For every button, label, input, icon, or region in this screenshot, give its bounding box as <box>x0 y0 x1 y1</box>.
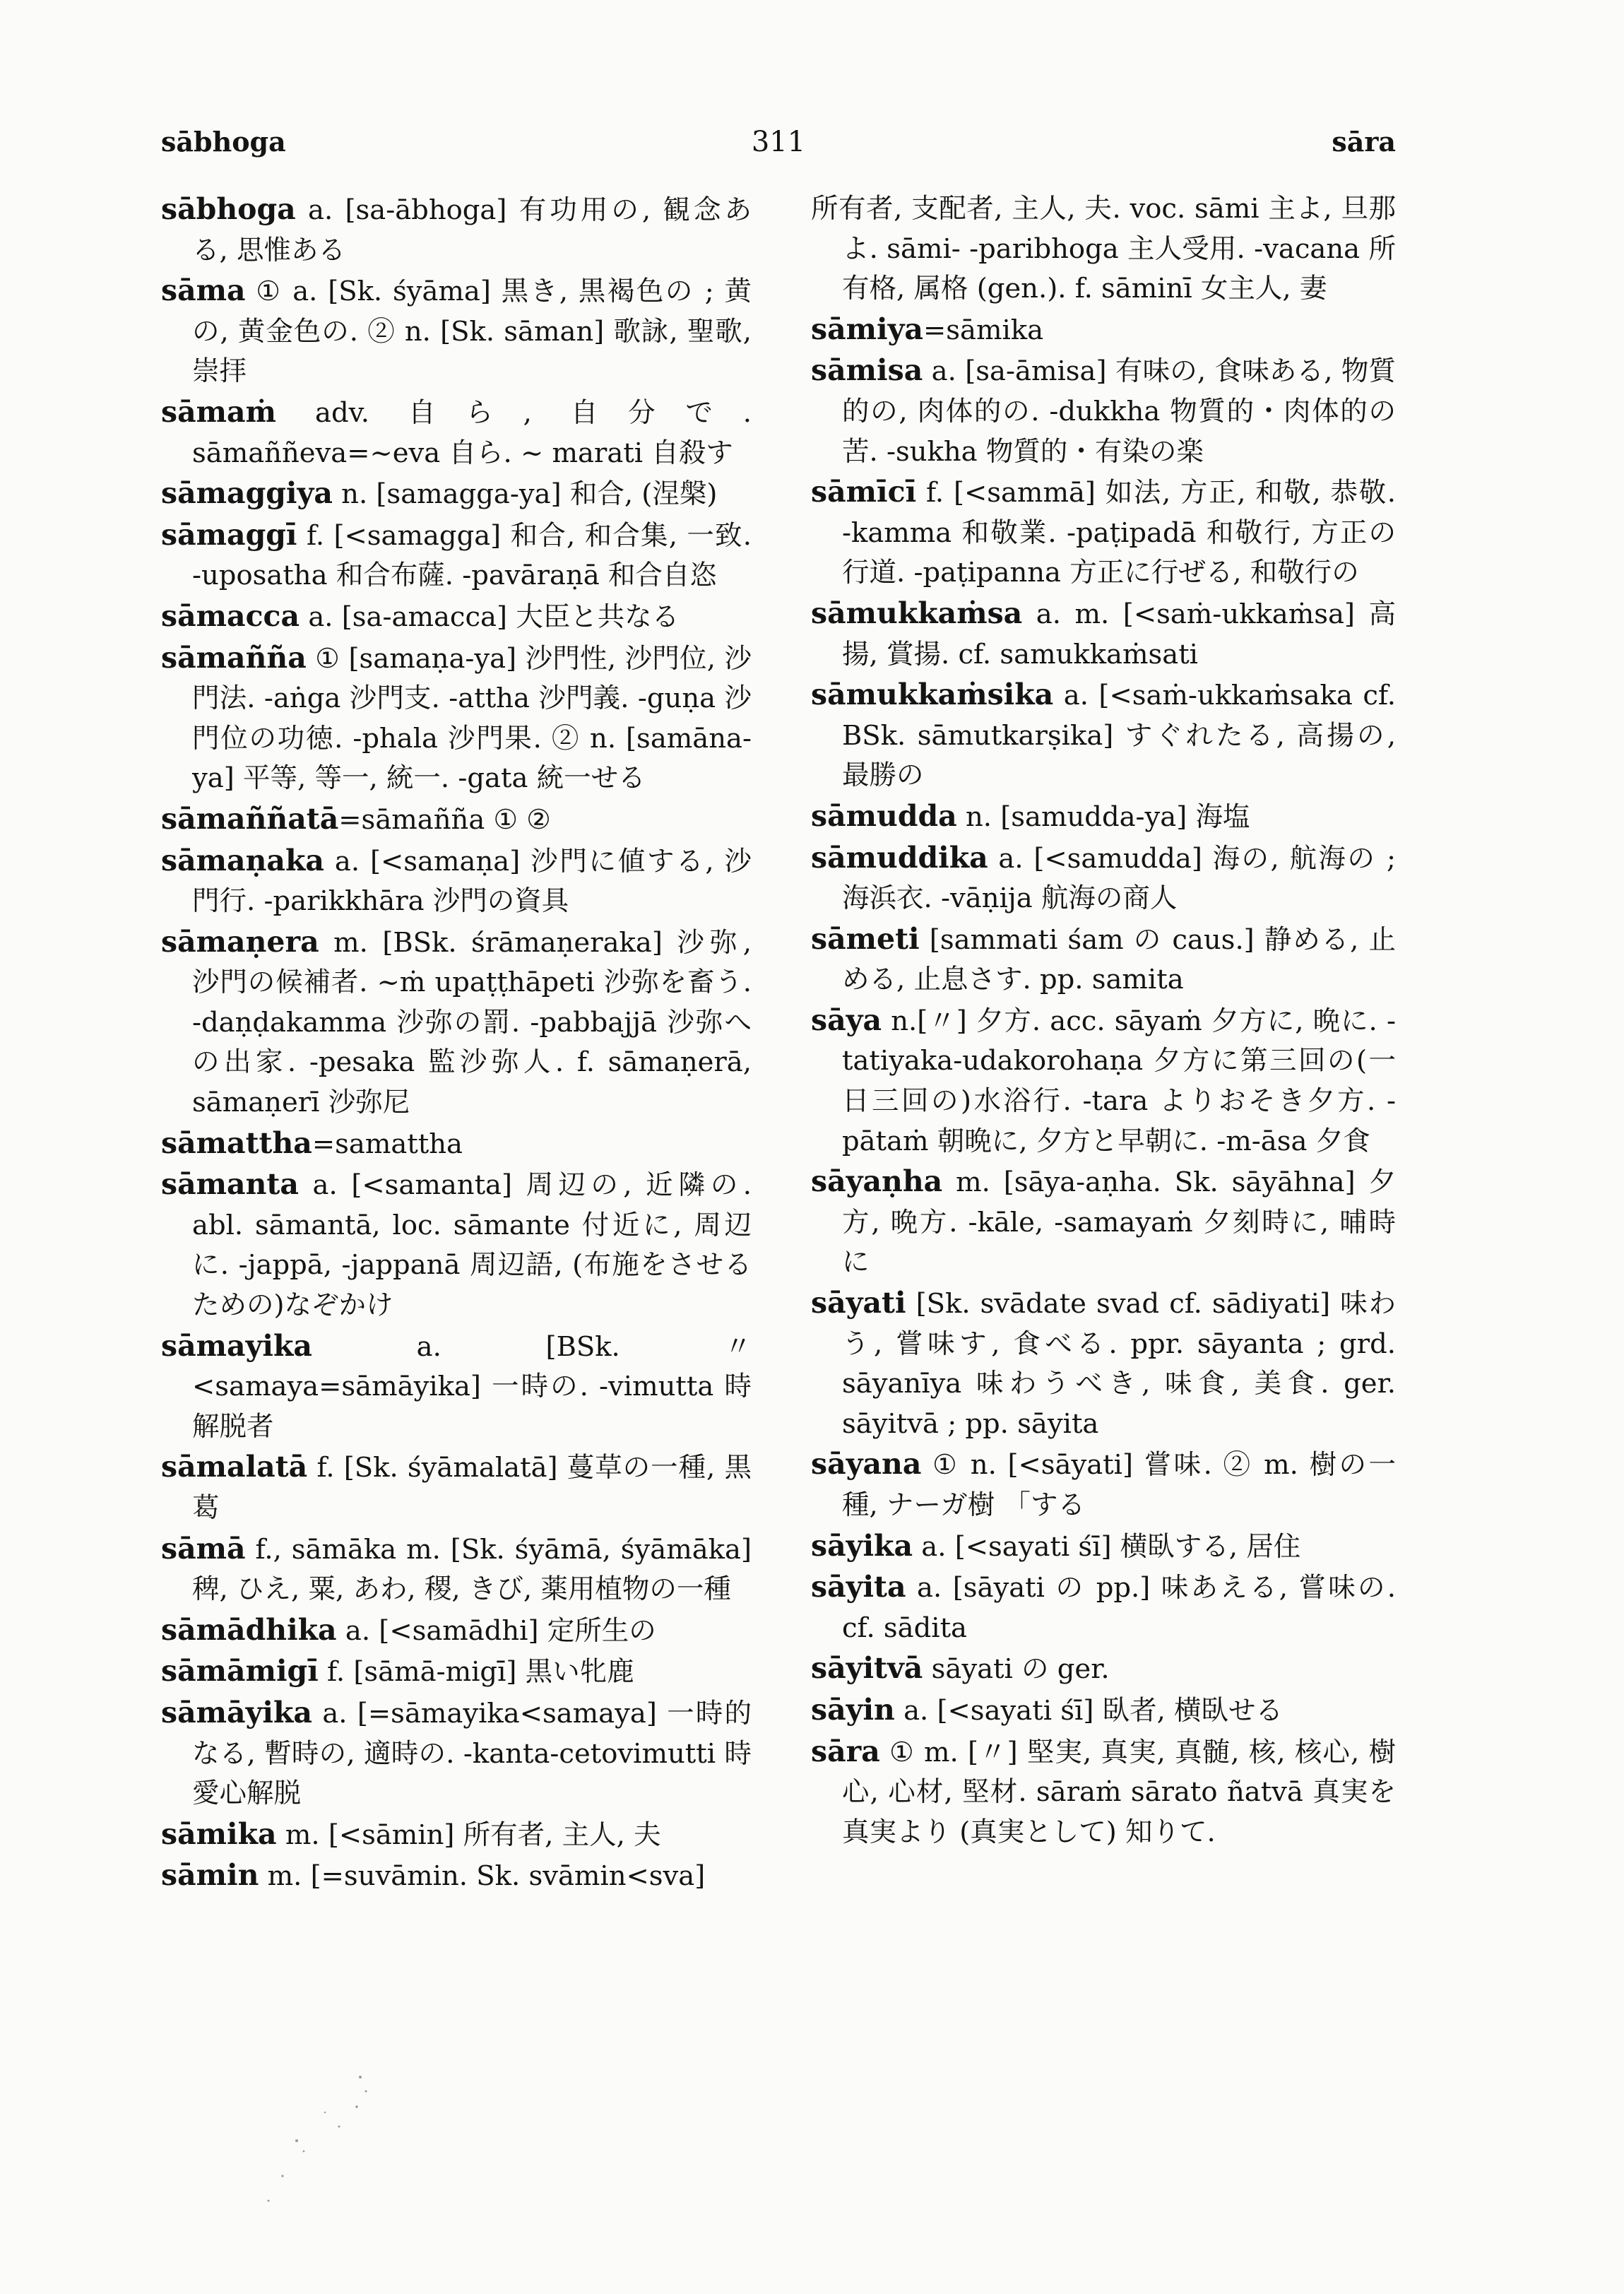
dictionary-entry <box>811 1648 1396 1690</box>
entry-definition: n. [samagga-ya] 和合, (涅槃) <box>332 478 718 511</box>
entry-definition: [sammati śam の caus.] 静める, 止める, 止息さす. pp. samita <box>842 923 1396 996</box>
dictionary-entry <box>811 919 1396 1000</box>
dictionary-entry <box>161 1693 752 1814</box>
entry-headword: sāmaṁ <box>161 394 276 429</box>
dictionary-entry <box>161 1651 752 1693</box>
entry-definition: m. [<sāmin] 所有者, 主人, 夫 <box>276 1819 661 1851</box>
entry-definition: f. [Sk. śyāmalatā] 蔓草の一種, 黒葛 <box>192 1452 752 1524</box>
entry-definition: f. [<samagga] 和合, 和合集, 一致. -uposatha 和合布薩. -pavāraṇā 和合自恣 <box>192 519 752 592</box>
dictionary-entry <box>811 1526 1396 1568</box>
entry-headword: sāmañña <box>161 640 307 675</box>
entry-headword: sāyika <box>811 1528 913 1563</box>
dictionary-entry <box>811 350 1396 472</box>
entry-definition: a. [<sayati śī] 横臥する, 居住 <box>913 1530 1301 1563</box>
entry-headword: sāmaṇaka <box>161 843 324 877</box>
entry-headword: sāyin <box>811 1692 895 1727</box>
entry-definition: ① a. [Sk. śyāma] 黒き, 黒褐色の ; 黄の, 黄金色の. ② n. [Sk. sāman] 歌詠, 聖歌, 崇拝 <box>192 276 752 388</box>
entry-definition: f., sāmāka m. [Sk. śyāmā, śyāmāka] 稗, ひえ, 粟, あわ, 稷, きび, 薬用植物の一種 <box>192 1533 752 1606</box>
header-last-headword: sāra <box>1332 126 1396 158</box>
entry-definition: a. m. [<saṁ-ukkaṁsa] 高揚, 賞揚. cf. samukkaṁsati <box>842 598 1396 670</box>
entry-headword: sāmika <box>161 1816 277 1851</box>
dictionary-entry <box>161 271 752 392</box>
entry-headword: sābhoga <box>161 192 296 226</box>
entry-headword: sāmāmigī <box>161 1654 319 1689</box>
entry-headword: sāmaggī <box>161 517 297 552</box>
entry-definition: a. [<samādhi] 定所生の <box>336 1614 656 1647</box>
entry-definition: =sāmañña ① ② <box>338 803 551 836</box>
entry-headword: sāmeti <box>811 921 920 956</box>
dictionary-entry <box>811 1000 1396 1161</box>
entry-headword: sāmukkaṁsika <box>811 678 1054 712</box>
entry-definition: ① [samaṇa-ya] 沙門性, 沙門位, 沙門法. -aṅga 沙門支. -attha 沙門義. -guṇa 沙門位の功徳. -phala 沙門果. ② n. [samāna-ya] 平等, 等一, 統一. -gata 統一せる <box>192 642 752 795</box>
entry-definition: ① m. [〃] 堅実, 真実, 真髄, 核, 核心, 樹心, 心材, 堅材. sāraṁ sārato ñatvā 真実を真実より (真実として) 知りて. <box>842 1736 1396 1848</box>
dictionary-entry <box>161 638 752 799</box>
dictionary-entry <box>161 1447 752 1528</box>
entry-headword: sāmattha <box>161 1125 312 1160</box>
entry-definition: [Sk. svādate svad cf. sādiyati] 味わう, 嘗味す, 食べる. ppr. sāyanta ; grd. sāyanīya 味わうべき, 味食, 美食. ger. sāyitvā ; pp. sāyita <box>842 1288 1396 1440</box>
entry-definition: a. [BSk. 〃 <samaya=sāmāyika] 一時の. -vimutta 時解脱者 <box>192 1330 752 1443</box>
page-number: 311 <box>751 126 806 158</box>
dictionary-entry <box>161 596 752 638</box>
dictionary-entry <box>811 1732 1396 1853</box>
entry-headword: sāmudda <box>811 798 957 833</box>
dictionary-entry <box>811 1161 1396 1283</box>
dictionary-entry <box>161 922 752 1123</box>
entry-definition: n.[〃] 夕方. acc. sāyaṁ 夕方に, 晩に. -tatiyaka-udakorohaṇa 夕方に第三回の(一日三回の)水浴行. -tara よりおそき夕方. -pātaṁ 朝晩に, 夕方と早朝に. -m-āsa 夕食 <box>842 1005 1396 1157</box>
entry-headword: sāmiya <box>811 312 923 346</box>
dictionary-entry <box>161 1164 752 1325</box>
left-column <box>161 189 752 1897</box>
dictionary-entry <box>161 1610 752 1652</box>
entry-definition: a. [sa-āmisa] 有味の, 食味ある, 物質的の, 肉体的の. -dukkha 物質的・肉体的の苦. -sukha 物質的・有染の楽 <box>842 355 1396 468</box>
dictionary-entry <box>161 841 752 922</box>
page-header <box>161 126 1396 168</box>
entry-headword: sāmāyika <box>161 1695 312 1730</box>
dictionary-entry <box>811 1444 1396 1525</box>
entry-headword: sāmacca <box>161 598 300 633</box>
entry-headword: sāmuddika <box>811 840 988 875</box>
entry-headword: sāmin <box>161 1858 259 1893</box>
entry-headword: sāmalatā <box>161 1450 308 1484</box>
dictionary-entry <box>161 1123 752 1165</box>
entry-headword: sāmukkaṁsa <box>811 596 1023 630</box>
entry-headword: sāma <box>161 273 246 308</box>
entry-definition: ① n. [<sāyati] 嘗味. ② m. 樹の一種, ナーガ樹 「する <box>842 1449 1396 1521</box>
entry-definition: a. [<saṁ-ukkaṁsaka cf. BSk. sāmutkarṣika] すぐれたる, 高揚の, 最勝の <box>842 680 1396 792</box>
dictionary-entry <box>811 593 1396 675</box>
right-column <box>811 189 1396 1852</box>
dictionary-entry <box>811 675 1396 796</box>
dictionary-entry <box>161 392 752 473</box>
dictionary-entry <box>161 1529 752 1610</box>
paper-specks <box>254 2063 438 2218</box>
entry-definition: m. [BSk. śrāmaṇeraka] 沙弥, 沙門の候補者. ~ṁ upaṭṭhāpeti 沙弥を畜う. -daṇḍakamma 沙弥の罰. -pabbajjā 沙弥への出家. -pesaka 監沙弥人. f. sāmaṇerā, sāmaṇerī 沙弥尼 <box>192 926 752 1119</box>
entry-headword: sāmīcī <box>811 475 917 509</box>
entry-definition: adv. 自ら, 自分で. sāmaññeva=~eva 自ら. ~ marati 自殺す <box>192 396 752 469</box>
dictionary-entry <box>811 1283 1396 1444</box>
entry-definition: sāyati の ger. <box>923 1653 1110 1686</box>
dictionary-entry <box>811 838 1396 919</box>
entry-headword: sāmayika <box>161 1328 312 1363</box>
header-first-headword: sābhoga <box>161 126 286 158</box>
entry-definition: a. [=sāmayika<samaya] 一時的なる, 暫時の, 適時の. -kanta-cetovimutti 時愛心解脱 <box>192 1697 752 1810</box>
entry-headword: sāmanta <box>161 1167 299 1202</box>
entry-headword: sāyana <box>811 1447 922 1482</box>
entry-definition: a. [sa-ābhoga] 有功用の, 観念ある, 思惟ある <box>192 194 752 266</box>
dictionary-entry <box>161 515 752 596</box>
entry-headword: sāra <box>811 1734 880 1768</box>
entry-definition: a. [<samudda] 海の, 航海の ; 海浜衣. -vāṇija 航海の商人 <box>842 842 1396 915</box>
dictionary-entry <box>161 1855 752 1897</box>
dictionary-entry <box>161 1326 752 1448</box>
entry-headword: sāmaṇera <box>161 924 319 959</box>
entry-headword: sāyati <box>811 1286 906 1320</box>
dictionary-entry <box>811 189 1396 309</box>
entry-definition: a. [<sayati śī] 臥者, 横臥せる <box>894 1694 1284 1727</box>
entry-headword: sāmādhika <box>161 1612 337 1647</box>
entry-headword: sāmisa <box>811 353 923 388</box>
entry-definition: m. [sāya-aṇha. Sk. sāyāhna] 夕方, 晩方. -kāle, -samayaṁ 夕刻時に, 晡時に <box>842 1166 1396 1279</box>
entry-headword: sāyitvā <box>811 1651 923 1686</box>
entry-headword: sāmaggiya <box>161 476 333 511</box>
dictionary-entry <box>811 796 1396 838</box>
dictionary-entry <box>811 309 1396 351</box>
entry-definition: 所有者, 支配者, 主人, 夫. voc. sāmi 主よ, 旦那よ. sāmi- -paribhoga 主人受用. -vacana 所有格, 属格 (gen.). f. sāminī 女主人, 妻 <box>811 193 1396 305</box>
entry-headword: sāmaññatā <box>161 801 339 836</box>
entry-definition: m. [=suvāmin. Sk. svāmin<sva] <box>259 1860 706 1893</box>
dictionary-entry <box>161 799 752 841</box>
entry-definition: =samattha <box>312 1128 463 1160</box>
dictionary-entry <box>161 1814 752 1856</box>
dictionary-entry <box>161 473 752 515</box>
entry-definition: =sāmika <box>923 314 1044 346</box>
dictionary-entry <box>811 1567 1396 1648</box>
entry-headword: sāyita <box>811 1570 906 1604</box>
entry-definition: a. [sāyati の pp.] 味あえる, 嘗味の. cf. sādita <box>842 1572 1396 1644</box>
entry-headword: sāya <box>811 1003 882 1037</box>
dictionary-entry <box>811 1690 1396 1732</box>
entry-definition: a. [<samaṇa] 沙門に値する, 沙門行. -parikkhāra 沙門の資具 <box>192 845 752 918</box>
dictionary-entry <box>161 189 752 271</box>
entry-definition: f. [sāmā-migī] 黒い牝鹿 <box>318 1656 634 1689</box>
entry-definition: f. [<sammā] 如法, 方正, 和敬, 恭敬. -kamma 和敬業. -paṭipadā 和敬行, 方正の行道. -paṭipanna 方正に行ぜる, 和敬行の <box>842 477 1396 589</box>
entry-definition: a. [sa-amacca] 大臣と共なる <box>300 601 680 633</box>
entry-definition: n. [samudda-ya] 海塩 <box>956 800 1250 833</box>
entry-headword: sāmā <box>161 1531 246 1566</box>
dictionary-entry <box>811 472 1396 593</box>
entry-definition: a. [<samanta] 周辺の, 近隣の. abl. sāmantā, loc. sāmante 付近に, 周辺に. -jappā, -jappanā 周辺語, (布施をさせるための)なぞかけ <box>192 1169 752 1322</box>
entry-headword: sāyaṇha <box>811 1164 943 1199</box>
